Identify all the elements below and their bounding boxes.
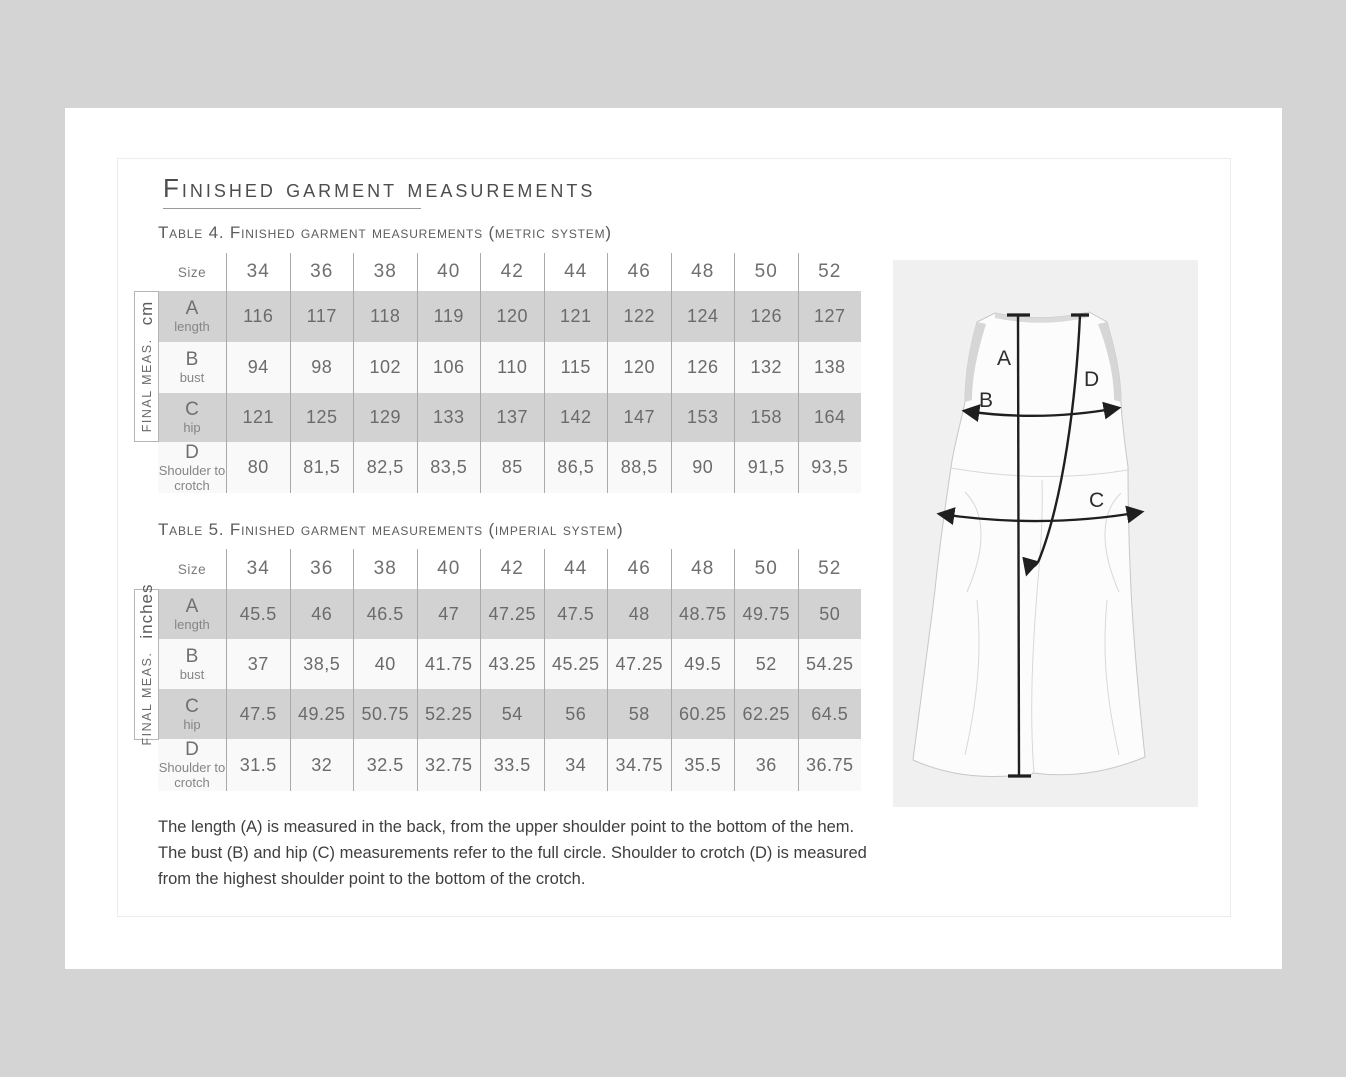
measurement-value: 47.25 <box>480 589 544 639</box>
measurement-value: 32 <box>290 739 354 791</box>
measurement-value: 153 <box>671 393 735 442</box>
size-header-cell: 34 <box>226 549 290 589</box>
measurement-value: 37 <box>226 639 290 689</box>
measurement-value: 34.75 <box>607 739 671 791</box>
measurement-value: 49.25 <box>290 689 354 739</box>
measurement-value: 115 <box>544 342 608 393</box>
measurement-value: 86,5 <box>544 442 608 493</box>
document-page <box>65 108 1282 969</box>
measurement-value: 124 <box>671 291 735 342</box>
measurement-value: 31.5 <box>226 739 290 791</box>
unit-label-inches: inches <box>136 583 156 639</box>
row-label: B bust <box>158 342 226 393</box>
measurement-value: 45.25 <box>544 639 608 689</box>
measurement-value: 106 <box>417 342 481 393</box>
size-header-label: Size <box>177 561 207 577</box>
measurement-value: 138 <box>798 342 862 393</box>
measurement-value: 164 <box>798 393 862 442</box>
measurement-value: 127 <box>798 291 862 342</box>
measurement-value: 56 <box>544 689 608 739</box>
row-label: C hip <box>158 689 226 739</box>
measurement-value: 62.25 <box>734 689 798 739</box>
label-b: B <box>979 389 994 412</box>
measurement-value: 47.5 <box>226 689 290 739</box>
size-header-cell: 52 <box>798 549 862 589</box>
size-header-cell: 44 <box>544 253 608 291</box>
measurement-value: 50 <box>798 589 862 639</box>
measurement-value: 49.5 <box>671 639 735 689</box>
measurement-value: 54 <box>480 689 544 739</box>
measurement-value: 88,5 <box>607 442 671 493</box>
measurement-value: 126 <box>734 291 798 342</box>
row-label: D Shoulder to crotch <box>158 441 226 493</box>
size-header-cell: 48 <box>671 253 735 291</box>
measurement-value: 34 <box>544 739 608 791</box>
measurement-value: 45.5 <box>226 589 290 639</box>
size-header-cell: 38 <box>353 253 417 291</box>
measurement-value: 129 <box>353 393 417 442</box>
measurement-value: 125 <box>290 393 354 442</box>
measurement-value: 132 <box>734 342 798 393</box>
measurement-value: 147 <box>607 393 671 442</box>
measurement-value: 47.25 <box>607 639 671 689</box>
measurement-value: 35.5 <box>671 739 735 791</box>
measurement-value: 116 <box>226 291 290 342</box>
measurement-value: 142 <box>544 393 608 442</box>
measurement-value: 93,5 <box>798 442 862 493</box>
size-header-cell: 50 <box>734 549 798 589</box>
measurement-value: 64.5 <box>798 689 862 739</box>
size-header-cell: 34 <box>226 253 290 291</box>
size-header-cell: 50 <box>734 253 798 291</box>
measurement-value: 81,5 <box>290 442 354 493</box>
row-label: A length <box>158 291 226 342</box>
measurement-value: 58 <box>607 689 671 739</box>
measurement-value: 91,5 <box>734 442 798 493</box>
measurement-value: 94 <box>226 342 290 393</box>
row-label: B bust <box>158 639 226 689</box>
measurement-value: 80 <box>226 442 290 493</box>
size-header-cell: 44 <box>544 549 608 589</box>
measurement-value: 47 <box>417 589 481 639</box>
measurement-value: 46 <box>290 589 354 639</box>
row-label: C hip <box>158 393 226 442</box>
measurement-value: 36 <box>734 739 798 791</box>
measurement-value: 50.75 <box>353 689 417 739</box>
table4-side-label <box>134 291 159 442</box>
measurement-value: 90 <box>671 442 735 493</box>
measurement-value: 126 <box>671 342 735 393</box>
measurement-value: 47.5 <box>544 589 608 639</box>
table5-side-label <box>134 583 159 746</box>
page-title: Finished garment measurements <box>163 173 596 203</box>
measurement-value: 122 <box>607 291 671 342</box>
table4-caption: Table 4. Finished garment measurements (metric system) <box>158 223 612 242</box>
size-header-cell: 42 <box>480 549 544 589</box>
measurement-value: 120 <box>480 291 544 342</box>
measurement-value: 158 <box>734 393 798 442</box>
size-header-cell: 48 <box>671 549 735 589</box>
row-label: D Shoulder to crotch <box>158 739 226 790</box>
size-header-cell: 52 <box>798 253 862 291</box>
measurement-value: 52.25 <box>417 689 481 739</box>
measurement-value: 118 <box>353 291 417 342</box>
measurement-value: 83,5 <box>417 442 481 493</box>
measurement-value: 49.75 <box>734 589 798 639</box>
measurement-value: 110 <box>480 342 544 393</box>
size-header-cell: 42 <box>480 253 544 291</box>
measurement-value: 48.75 <box>671 589 735 639</box>
label-a: A <box>996 347 1011 370</box>
size-header-cell: 36 <box>290 253 354 291</box>
label-c: C <box>1089 489 1105 512</box>
final-meas-label: FINAL MEAS. <box>139 651 154 746</box>
measurement-value: 32.75 <box>417 739 481 791</box>
measurement-value: 60.25 <box>671 689 735 739</box>
size-header-cell: 40 <box>417 549 481 589</box>
measurement-value: 102 <box>353 342 417 393</box>
size-header-cell: 46 <box>607 549 671 589</box>
measurement-value: 85 <box>480 442 544 493</box>
measurement-value: 32.5 <box>353 739 417 791</box>
length-line-a <box>1018 315 1019 776</box>
measurement-value: 117 <box>290 291 354 342</box>
metric-measurements-table <box>158 253 861 493</box>
measurement-value: 137 <box>480 393 544 442</box>
measurement-value: 43.25 <box>480 639 544 689</box>
measurement-value: 41.75 <box>417 639 481 689</box>
label-d: D <box>1084 368 1100 391</box>
size-header-cell: 36 <box>290 549 354 589</box>
measurement-value: 133 <box>417 393 481 442</box>
measurement-value: 52 <box>734 639 798 689</box>
row-label: A length <box>158 589 226 639</box>
final-meas-label: FINAL MEAS. <box>139 338 154 433</box>
measurement-value: 119 <box>417 291 481 342</box>
size-header-cell: 46 <box>607 253 671 291</box>
measurement-value: 36.75 <box>798 739 862 791</box>
measurement-value: 98 <box>290 342 354 393</box>
table5-caption: Table 5. Finished garment measurements (imperial system) <box>158 520 624 539</box>
measurement-note: The length (A) is measured in the back, from the upper shoulder point to the bottom of the hem. The bust (B) and hip (C) measurements refer to the full circle. Shoulder to crotch (D) is measured from the highest shoulder point to the bottom of the crotch. <box>158 818 867 888</box>
measurement-value: 82,5 <box>353 442 417 493</box>
size-header-label: Size <box>177 264 207 280</box>
measurement-value: 40 <box>353 639 417 689</box>
content-panel <box>117 158 1231 917</box>
garment-diagram <box>893 260 1198 807</box>
measurement-value: 48 <box>607 589 671 639</box>
measurement-value: 121 <box>544 291 608 342</box>
unit-label-cm: cm <box>136 300 156 326</box>
size-header-cell: 38 <box>353 549 417 589</box>
measurement-value: 33.5 <box>480 739 544 791</box>
measurement-value: 38,5 <box>290 639 354 689</box>
measurement-value: 121 <box>226 393 290 442</box>
measurement-value: 120 <box>607 342 671 393</box>
measurement-value: 46.5 <box>353 589 417 639</box>
title-underline <box>163 208 421 209</box>
imperial-measurements-table <box>158 549 861 791</box>
garment-diagram-svg <box>893 260 1198 807</box>
measurement-value: 54.25 <box>798 639 862 689</box>
size-header-cell: 40 <box>417 253 481 291</box>
